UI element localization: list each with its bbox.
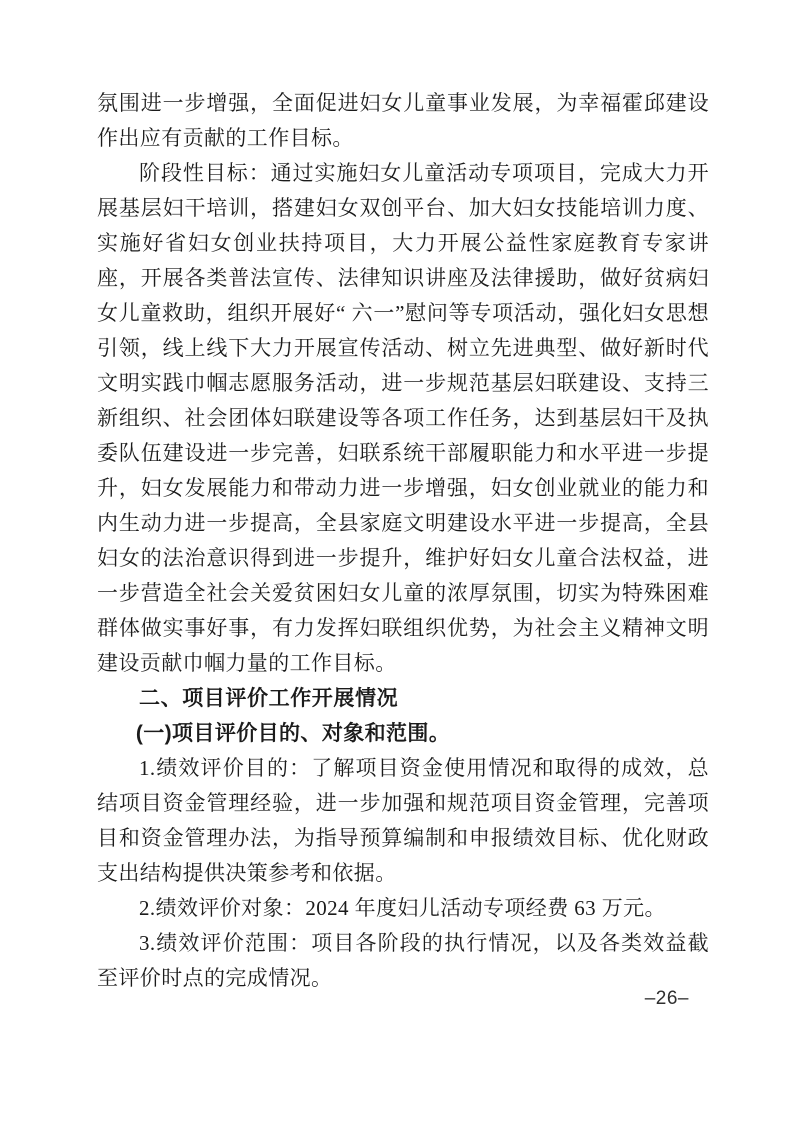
paragraph-evaluation-object: 2.绩效评价对象：2024 年度妇儿活动专项经费 63 万元。	[139, 896, 666, 920]
section-heading-evaluation-work: 二、项目评价工作开展情况	[139, 687, 399, 710]
document-body	[97, 86, 709, 996]
paragraph-goal-continuation: 氛围进一步增强，全面促进妇女儿童事业发展，为幸福霍邱建设作出应有贡献的工作目标。	[97, 91, 709, 150]
paragraph-stage-goals: 阶段性目标：通过实施妇女儿童活动专项项目，完成大力开展基层妇干培训，搭建妇女双创平台、加大妇女技能培训力度、实施好省妇女创业扶持项目，大力开展公益性家庭教育专家讲座，开展各类普法宣传、法律知识讲座及法律援助，做好贫病妇女儿童救助，组织开展好“ 六一”慰问等专项活动，强化妇女思想引领，线上线下大力开展宣传活动、树立先进典型、做好新时代文明实践巾帼志愿服务活动，进一步规范基层妇联建设、支持三新组织、社会团体妇联建设等各项工作任务，达到基层妇干及执委队伍建设进一步完善，妇联系统干部履职能力和水平进一步提升，妇女发展能力和带动力进一步增强，妇女创业就业的能力和内生动力进一步提高，全县家庭文明建设水平进一步提高，全县妇女的法治意识得到进一步提升，维护好妇女儿童合法权益，进一步营造全社会关爱贫困妇女儿童的浓厚氛围，切实为特殊困难群体做实事好事，有力发挥妇联组织优势，为社会主义精神文明建设贡献巾帼力量的工作目标。	[97, 161, 709, 675]
paragraph-evaluation-purpose: 1.绩效评价目的：了解项目资金使用情况和取得的成效，总结项目资金管理经验，进一步加强和规范项目资金管理，完善项目和资金管理办法，为指导预算编制和申报绩效目标、优化财政支出结构提供决策参考和依据。	[97, 756, 709, 885]
paragraph-evaluation-scope: 3.绩效评价范围：项目各阶段的执行情况，以及各类效益截至评价时点的完成情况。	[97, 931, 709, 990]
page-number: –26–	[644, 988, 689, 1009]
subsection-heading-purpose-object-scope: (一)项目评价目的、对象和范围。	[135, 722, 451, 745]
